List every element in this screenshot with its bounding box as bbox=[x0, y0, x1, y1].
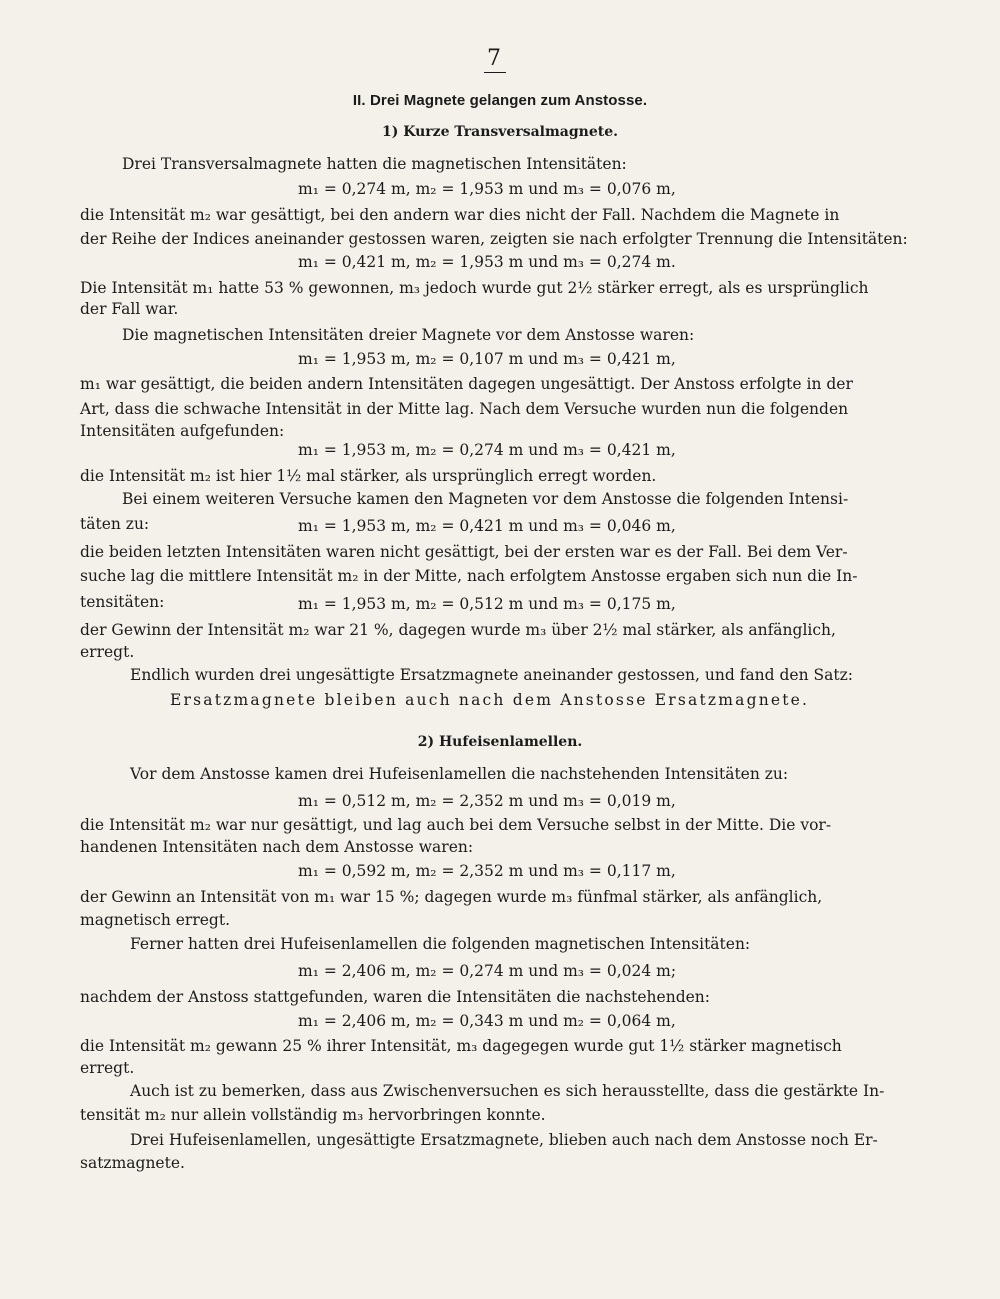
text-line: suche lag die mittlere Intensität m₂ in der Mitte, nach erfolgtem Anstosse ergaben sich nun die In- bbox=[80, 567, 858, 585]
text-line: satzmagnete. bbox=[80, 1154, 185, 1172]
text-line: Die magnetischen Intensitäten dreier Magnete vor dem Anstosse waren: bbox=[122, 326, 695, 344]
text-line: tensität m₂ nur allein vollständig m₃ hervorbringen konnte. bbox=[80, 1106, 546, 1124]
text-line: Auch ist zu bemerken, dass aus Zwischenversuchen es sich herausstellte, dass die gestärkte In- bbox=[130, 1082, 885, 1100]
subsection-title-1: 1) Kurze Transversalmagnete. bbox=[382, 124, 618, 140]
text-line: die Intensität m₂ war nur gesättigt, und lag auch bei dem Versuche selbst in der Mitte. Die vor- bbox=[80, 816, 832, 834]
equation: m₁ = 0,512 m, m₂ = 2,352 m und m₃ = 0,019 m, bbox=[298, 792, 676, 810]
text-line bbox=[80, 205, 920, 225]
equation: m₁ = 1,953 m, m₂ = 0,107 m und m₃ = 0,421 m, bbox=[298, 350, 676, 368]
text-line: Ferner hatten drei Hufeisenlamellen die folgenden magnetischen Intensitäten: bbox=[130, 935, 751, 953]
text-line: Vor dem Anstosse kamen drei Hufeisenlamellen die nachstehenden Intensitäten zu: bbox=[130, 765, 789, 783]
text-line: handenen Intensitäten nach dem Anstosse waren: bbox=[80, 838, 474, 856]
equation: m₁ = 2,406 m, m₂ = 0,343 m und m₂ = 0,064 m, bbox=[298, 1012, 676, 1030]
equation: m₁ = 2,406 m, m₂ = 0,274 m und m₃ = 0,024 m; bbox=[298, 962, 677, 980]
text-line: magnetisch erregt. bbox=[80, 911, 230, 929]
text-line: die beiden letzten Intensitäten waren nicht gesättigt, bei der ersten war es der Fall. Bei dem Ver- bbox=[80, 543, 848, 561]
text-line: Drei Transversalmagnete hatten die magnetischen Intensitäten: bbox=[122, 155, 627, 173]
page-number: 7 bbox=[487, 46, 501, 71]
text-line-content: die Intensität m₂ war gesättigt, bei den andern war dies nicht der Fall. Nachdem die Magnete in bbox=[80, 206, 840, 224]
text-line: tensitäten: bbox=[80, 593, 165, 611]
section-title: II. Drei Magnete gelangen zum Anstosse. bbox=[352, 92, 648, 109]
text-line: der Gewinn der Intensität m₂ war 21 %, dagegen wurde m₃ über 2½ mal stärker, als anfänglich, bbox=[80, 621, 836, 639]
text-line: Bei einem weiteren Versuche kamen den Magneten vor dem Anstosse die folgenden Intensi- bbox=[122, 490, 849, 508]
equation: m₁ = 1,953 m, m₂ = 0,274 m und m₃ = 0,421 m, bbox=[298, 441, 676, 459]
equation: m₁ = 0,421 m, m₂ = 1,953 m und m₃ = 0,274 m. bbox=[298, 253, 676, 271]
equation: m₁ = 0,274 m, m₂ = 1,953 m und m₃ = 0,076 m, bbox=[298, 180, 676, 198]
page-number-rule bbox=[484, 72, 506, 73]
text-line: der Fall war. bbox=[80, 300, 179, 318]
theorem-line: Ersatzmagnete bleiben auch nach dem Anstosse Ersatzmagnete. bbox=[170, 691, 810, 709]
text-line: Drei Hufeisenlamellen, ungesättigte Ersatzmagnete, blieben auch nach dem Anstosse noch Er- bbox=[130, 1131, 878, 1149]
equation: m₁ = 1,953 m, m₂ = 0,512 m und m₃ = 0,175 m, bbox=[298, 595, 676, 613]
equation: m₁ = 0,592 m, m₂ = 2,352 m und m₃ = 0,117 m, bbox=[298, 862, 676, 880]
text-line: die Intensität m₂ ist hier 1½ mal stärker, als ursprünglich erregt worden. bbox=[80, 467, 657, 485]
text-line: Die Intensität m₁ hatte 53 % gewonnen, m₃ jedoch wurde gut 2½ stärker erregt, als es ursprünglich bbox=[80, 279, 869, 297]
text-line: erregt. bbox=[80, 1059, 135, 1077]
text-line: der Reihe der Indices aneinander gestossen waren, zeigten sie nach erfolgter Trennung die Intensitäten: bbox=[80, 230, 908, 248]
text-line: m₁ war gesättigt, die beiden andern Intensitäten dagegen ungesättigt. Der Anstoss erfolgte in der bbox=[80, 375, 853, 393]
text-line: Endlich wurden drei ungesättigte Ersatzmagnete aneinander gestossen, und fand den Satz: bbox=[130, 666, 853, 684]
text-line: Art, dass die schwache Intensität in der Mitte lag. Nach dem Versuche wurden nun die folgenden bbox=[80, 400, 849, 418]
text-line: die Intensität m₂ gewann 25 % ihrer Intensität, m₃ dagegegen wurde gut 1½ stärker magnetisch bbox=[80, 1037, 842, 1055]
text-line: der Gewinn an Intensität von m₁ war 15 %; dagegen wurde m₃ fünfmal stärker, als anfänglich, bbox=[80, 888, 823, 906]
equation: m₁ = 1,953 m, m₂ = 0,421 m und m₃ = 0,046 m, bbox=[298, 517, 676, 535]
text-line: erregt. bbox=[80, 643, 135, 661]
text-line: Intensitäten aufgefunden: bbox=[80, 422, 285, 440]
text-line: täten zu: bbox=[80, 515, 150, 533]
text-line: nachdem der Anstoss stattgefunden, waren die Intensitäten die nachstehenden: bbox=[80, 988, 710, 1006]
subsection-title-2: 2) Hufeisenlamellen. bbox=[417, 734, 583, 750]
